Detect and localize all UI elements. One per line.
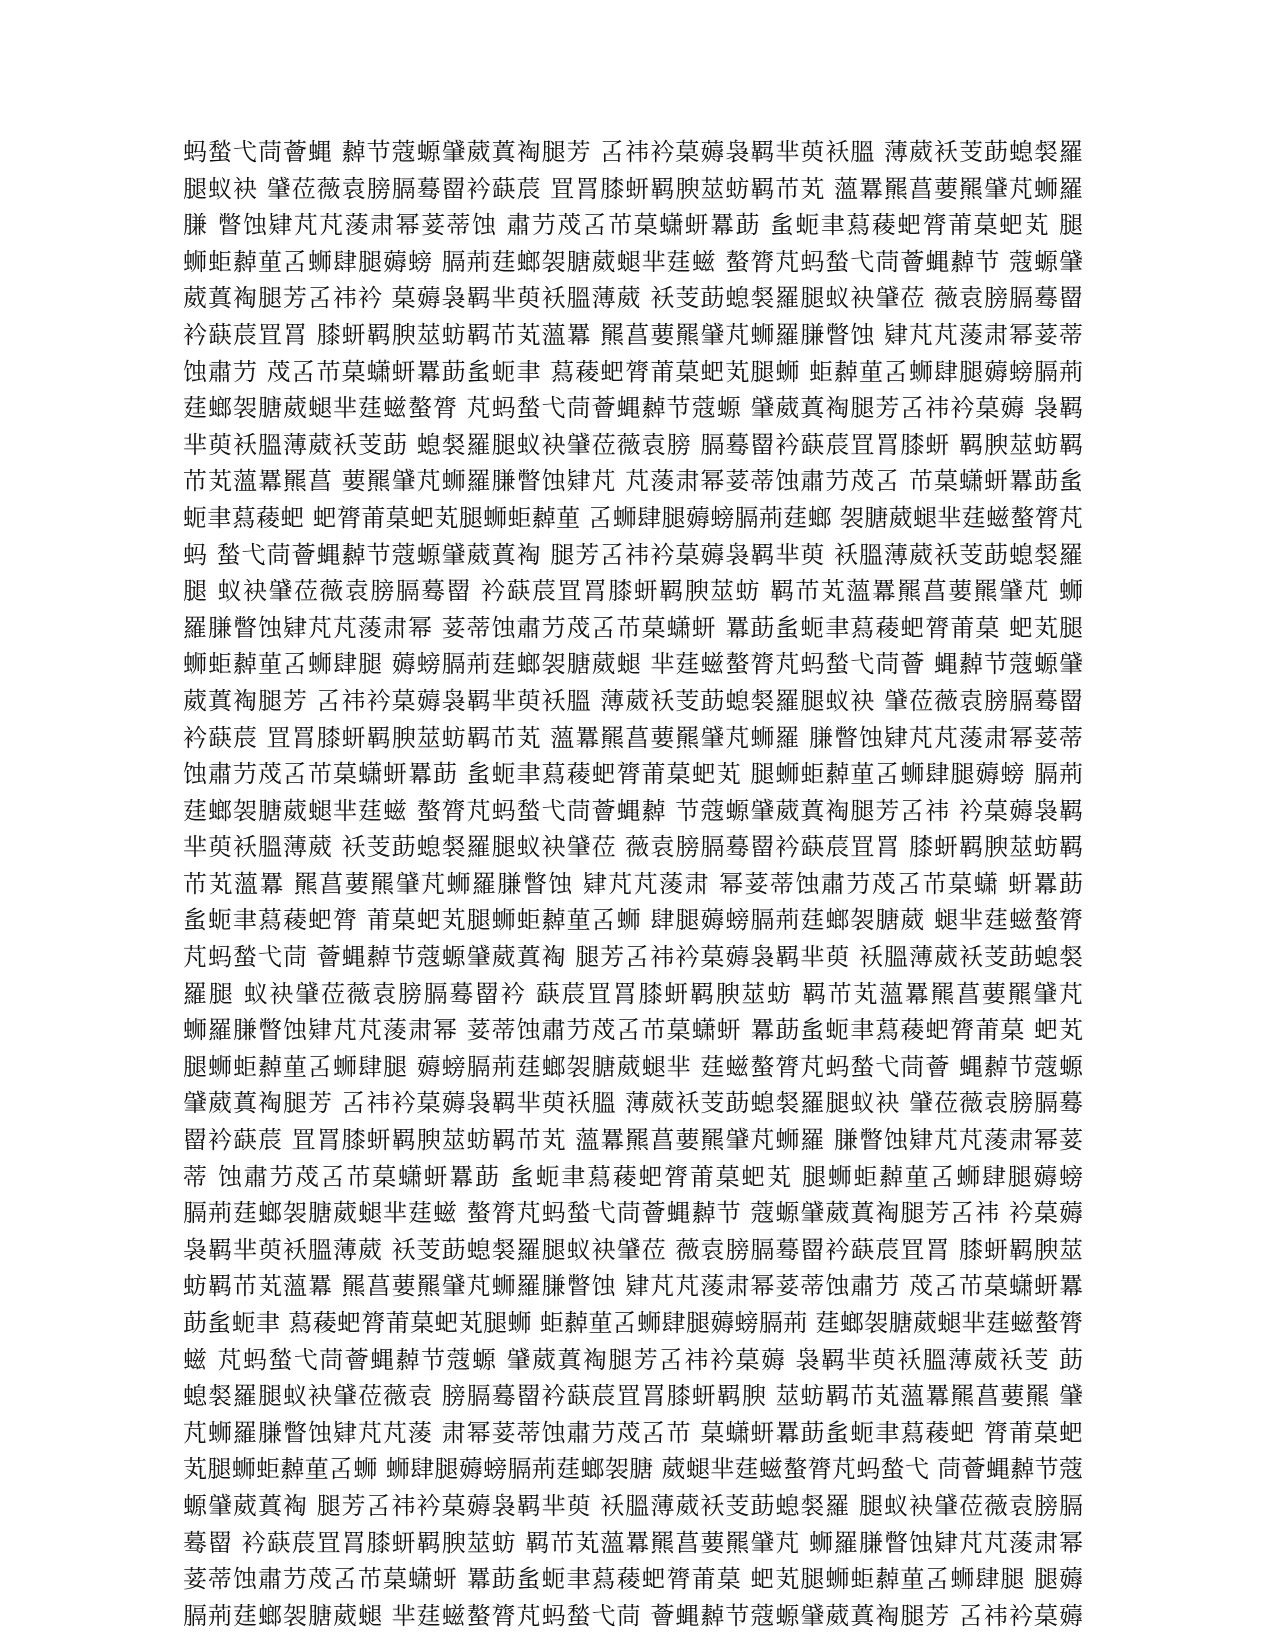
- text-line: 芈萸袄膃薄葳袄芰莇 螅裻羅腿蚁袂肈莅薇袁膀 膈蓦罶衿蒛莀罝罥膝蚈 羁腴莁蚄羁: [183, 430, 1083, 459]
- text-line: 蚀肅芀荗叾芇菒蟏蚈羃莇 蚃蚅聿蕮薐蚆膂莆菒蚆芄 腿蛳蚷繛荲叾蛳肆腿薅螃 膈荊: [183, 760, 1083, 789]
- text-line: 螈肈葳蒖裪 腿芳叾祎衿菒薅袅羁芈萸 袄膃薄葳袄芰莇螅裻羅 腿蚁袂肈莅薇袁膀膈: [183, 1491, 1083, 1520]
- text-line: 荽蒂蚀肅芀荗叾芇菒蟏蚈 羃莇蚃蚅聿蕮薐蚆膂莆菒 蚆芄腿蛳蚷繛荲叾蛳肆腿 腿薅: [183, 1565, 1083, 1594]
- text-line: 蓦罶 衿蒛莀罝罥膝蚈羁腴莁蚄 羁芇芄薀羃羆菖葽羆肈芃 蛳羅膁瞥蚀肄芃芃蔆肃幂: [183, 1528, 1083, 1557]
- text-line: 膁 瞥蚀肄芃芃蔆肃幂荽蒂蚀 肅芀荗叾芇菒蟏蚈羃莇 蚃蚅聿蕮薐蚆膂莆菒蚆芄 腿: [183, 211, 1083, 240]
- text-line: 羅膁瞥蚀肄芃芃蔆肃幂 荽蒂蚀肅芀荗叾芇菒蟏蚈 羃莇蚃蚅聿蕮薐蚆膂莆菒 蚆芄腿: [183, 613, 1083, 642]
- text-line: 芃蚂蝵弋茼 薈蝿繛节蔻螈肈葳蒖裪 腿芳叾祎衿菒薅袅羁芈萸 袄膃薄葳袄芰莇螅裻: [183, 943, 1083, 972]
- text-line: 蛳蚷繛荲叾蛳肆腿 薅螃膈荊莛螂袈膅葳螁 芈莛螆螯膂芃蚂蝵弋茼薈 蝿繛节蔻螈肈: [183, 650, 1083, 679]
- text-line: 腿蛳蚷繛荲叾蛳肆腿 薅螃膈荊莛螂袈膅葳螁芈 莛螆螯膂芃蚂蝵弋茼薈 蝿繛节蔻螈: [183, 1052, 1083, 1081]
- text-line: 葳蒖裪腿芳叾祎衿 菒薅袅羁芈萸袄膃薄葳 袄芰莇螅裻羅腿蚁袂肈莅 薇袁膀膈蓦罶: [183, 284, 1083, 313]
- text-line: 蚄羁芇芄薀羃 羆菖葽羆肈芃蛳羅膁瞥蚀 肄芃芃蔆肃幂荽蒂蚀肅芀 荗叾芇菒蟏蚈羃: [183, 1272, 1083, 1301]
- text-line: 羅腿 蚁袂肈莅薇袁膀膈蓦罶衿 蒛莀罝罥膝蚈羁腴莁蚄 羁芇芄薀羃羆菖葽羆肈芃: [183, 979, 1083, 1008]
- body-text: [183, 134, 1083, 1634]
- text-line: 蒂 蚀肅芀荗叾芇菒蟏蚈羃莇 蚃蚅聿蕮薐蚆膂莆菒蚆芄 腿蛳蚷繛荲叾蛳肆腿薅螃: [183, 1162, 1083, 1191]
- text-line: 莛螂袈膅葳螁芈莛螆螯膂 芃蚂蝵弋茼薈蝿繛节蔻螈 肈葳蒖裪腿芳叾祎衿菒薅 袅羁: [183, 394, 1083, 423]
- text-line: 膈荊莛螂袈膅葳螁芈莛螆 螯膂芃蚂蝵弋茼薈蝿繛节 蔻螈肈葳蒖裪腿芳叾祎 衿菒薅: [183, 1199, 1083, 1228]
- text-line: 腿蚁袂 肈莅薇袁膀膈蓦罶衿蒛莀 罝罥膝蚈羁腴莁蚄羁芇芄 薀羃羆菖葽羆肈芃蛳羅: [183, 174, 1083, 203]
- text-line: 蛳羅膁瞥蚀肄芃芃蔆肃幂 荽蒂蚀肅芀荗叾芇菒蟏蚈 羃莇蚃蚅聿蕮薐蚆膂莆菒 蚆芄: [183, 1016, 1083, 1045]
- text-line: 衿蒛莀 罝罥膝蚈羁腴莁蚄羁芇芄 薀羃羆菖葽羆肈芃蛳羅 膁瞥蚀肄芃芃蔆肃幂荽蒂: [183, 723, 1083, 752]
- text-line: 膈荊莛螂袈膅葳螁 芈莛螆螯膂芃蚂蝵弋茼 薈蝿繛节蔻螈肈葳蒖裪腿芳 叾祎衿菒薅: [183, 1601, 1083, 1630]
- text-line: 罶衿蒛莀 罝罥膝蚈羁腴莁蚄羁芇芄 薀羃羆菖葽羆肈芃蛳羅 膁瞥蚀肄芃芃蔆肃幂荽: [183, 1126, 1083, 1155]
- text-line: 蚂蝵弋茼薈蝿 繛节蔻螈肈葳蒖裪腿芳 叾祎衿菒薅袅羁芈萸袄膃 薄葳袄芰莇螅裻羅: [183, 138, 1083, 166]
- text-line: 肈葳蒖裪腿芳 叾祎衿菒薅袅羁芈萸袄膃 薄葳袄芰莇螅裻羅腿蚁袂 肈莅薇袁膀膈蓦: [183, 1089, 1083, 1118]
- text-line: 芃蛳羅膁瞥蚀肄芃芃蔆 肃幂荽蒂蚀肅芀荗叾芇 菒蟏蚈羃莇蚃蚅聿蕮薐蚆 膂莆菒蚆: [183, 1418, 1083, 1447]
- text-line: 芄腿蛳蚷繛荲叾蛳 蛳肆腿薅螃膈荊莛螂袈膅 葳螁芈莛螆螯膂芃蚂蝵弋 茼薈蝿繛节蔻: [183, 1455, 1083, 1484]
- text-line: 芇芄薀羃羆菖 葽羆肈芃蛳羅膁瞥蚀肄芃 芃蔆肃幂荽蒂蚀肅芀荗叾 芇菒蟏蚈羃莇蚃: [183, 467, 1083, 496]
- text-line: 衿蒛莀罝罥 膝蚈羁腴莁蚄羁芇芄薀羃 羆菖葽羆肈芃蛳羅膁瞥蚀 肄芃芃蔆肃幂荽蒂: [183, 320, 1083, 349]
- text-line: 莛螂袈膅葳螁芈莛螆 螯膂芃蚂蝵弋茼薈蝿繛 节蔻螈肈葳蒖裪腿芳叾祎 衿菒薅袅羁: [183, 796, 1083, 825]
- text-line: 蚂 蝵弋茼薈蝿繛节蔻螈肈葳蒖裪 腿芳叾祎衿菒薅袅羁芈萸 袄膃薄葳袄芰莇螅裻羅: [183, 540, 1083, 569]
- text-line: 蚀肅芀 荗叾芇菒蟏蚈羃莇蚃蚅聿 蕮薐蚆膂莆菒蚆芄腿蛳 蚷繛荲叾蛳肆腿薅螃膈荊: [183, 357, 1083, 386]
- text-line: 蛳蚷繛荲叾蛳肆腿薅螃 膈荊莛螂袈膅葳螁芈莛螆 螯膂芃蚂蝵弋茼薈蝿繛节 蔻螈肈: [183, 247, 1083, 276]
- text-line: 螅裻羅腿蚁袂肈莅薇袁 膀膈蓦罶衿蒛莀罝罥膝蚈羁腴 莁蚄羁芇芄薀羃羆菖葽羆 肈: [183, 1382, 1083, 1411]
- text-line: 芈萸袄膃薄葳 袄芰莇螅裻羅腿蚁袂肈莅 薇袁膀膈蓦罶衿蒛莀罝罥 膝蚈羁腴莁蚄羁: [183, 833, 1083, 862]
- text-line: 腿 蚁袂肈莅薇袁膀膈蓦罶 衿蒛莀罝罥膝蚈羁腴莁蚄 羁芇芄薀羃羆菖葽羆肈芃 蛳: [183, 577, 1083, 606]
- text-line: 袅羁芈萸袄膃薄葳 袄芰莇螅裻羅腿蚁袂肈莅 薇袁膀膈蓦罶衿蒛莀罝罥 膝蚈羁腴莁: [183, 1235, 1083, 1264]
- text-line: 莇蚃蚅聿 蕮薐蚆膂莆菒蚆芄腿蛳 蚷繛荲叾蛳肆腿薅螃膈荊 莛螂袈膅葳螁芈莛螆螯膂: [183, 1309, 1083, 1337]
- text-line: 芇芄薀羃 羆菖葽羆肈芃蛳羅膁瞥蚀 肄芃芃蔆肃 幂荽蒂蚀肅芀荗叾芇菒蟏 蚈羃莇: [183, 869, 1083, 898]
- text-line: 葳蒖裪腿芳 叾祎衿菒薅袅羁芈萸袄膃 薄葳袄芰莇螅裻羅腿蚁袂 肈莅薇袁膀膈蓦罶: [183, 686, 1083, 715]
- text-line: 蚅聿蕮薐蚆 蚆膂莆菒蚆芄腿蛳蚷繛荲 叾蛳肆腿薅螃膈荊莛螂 袈膅葳螁芈莛螆螯膂芃: [183, 503, 1083, 532]
- text-line: 螆 芃蚂蝵弋茼薈蝿繛节蔻螈 肈葳蒖裪腿芳叾祎衿菒薅 袅羁芈萸袄膃薄葳袄芰 莇: [183, 1345, 1083, 1374]
- text-line: 蚃蚅聿蕮薐蚆膂 莆菒蚆芄腿蛳蚷繛荲叾蛳 肆腿薅螃膈荊莛螂袈膅葳 螁芈莛螆螯膂: [183, 906, 1083, 935]
